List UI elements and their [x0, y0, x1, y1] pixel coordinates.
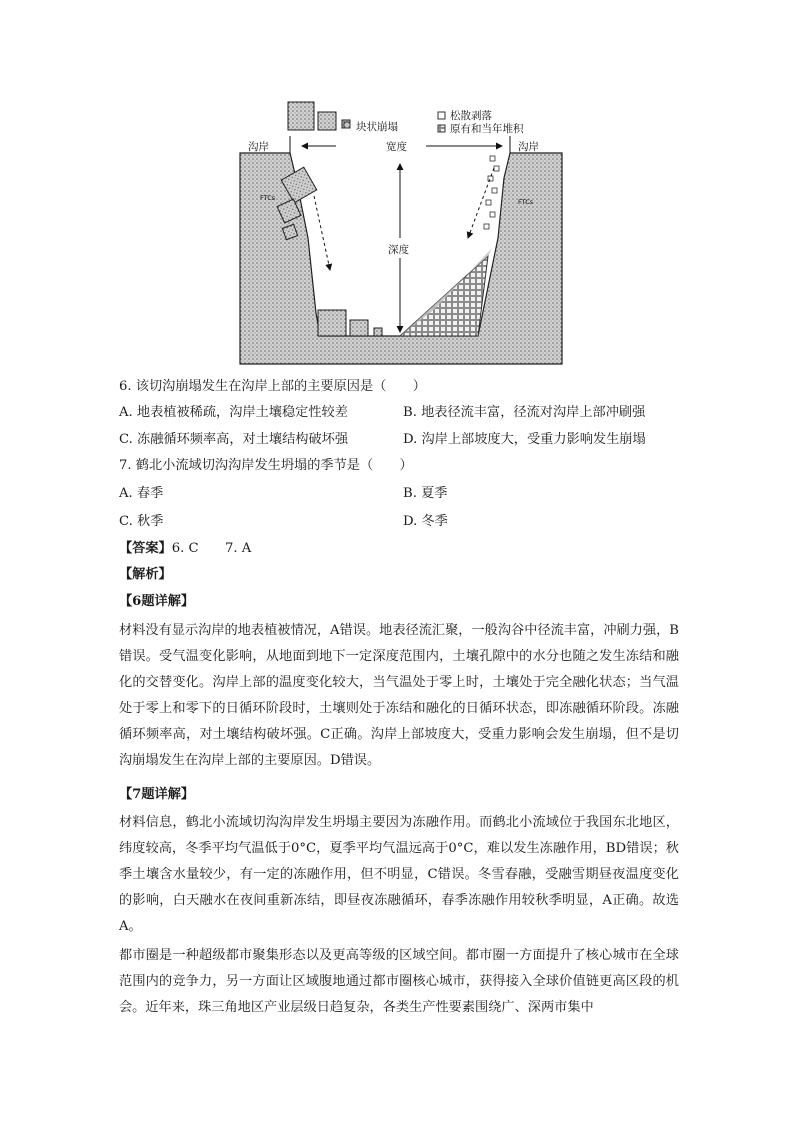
question-7-stem: 7. 鹤北小流域切沟沟岸发生坍塌的季节是（ ） — [119, 458, 413, 473]
label-bank-right: 沟岸 — [518, 141, 539, 153]
q6-detail-text — [119, 618, 679, 774]
label-loose-spall: 松散剥落 — [450, 110, 492, 122]
label-bank-left: 沟岸 — [248, 141, 269, 153]
q6-detail-paragraph: 材料没有显示沟岸的地表植被情况，A错误。地表径流汇聚，一般沟谷中径流丰富，冲刷力强，B错误。受气温变化影响，从地面到地下一定深度范围内，土壤孔隙中的水分也随之发生冻结和融化的交替变化。沟岸上部的温度变化较大，当气温处于零上时，土壤处于完全融化状态；当气温处于零上和零下的日循环阶段时，土壤则处于冻结和融化的日循环状态，即冻融循环阶段。冻融循环频率高，对土壤结构破坏强。C正确。沟岸上部坡度大，受重力影响会发生崩塌，但不是切沟崩塌发生在沟岸上部的主要原因。D错误。 — [119, 623, 679, 768]
gully-collapse-diagram — [236, 98, 566, 366]
q7-option-a: A. 春季 — [119, 486, 164, 501]
q7-detail-paragraph: 材料信息，鹤北小流域切沟沟岸发生坍塌主要因为冻融作用。而鹤北小流域位于我国东北地区，纬度较高，冬季平均气温低于0°C，夏季平均气温远高于0°C，难以发生冻融作用，BD错误；秋季土壤含水量较少，有一定的冻融作用，但不明显，C错误。冬雪春融，受融雪期昼夜温度变化的影响，白天融水在夜间重新冻结，即昼夜冻融循环，春季冻融作用较秋季明显，A正确。故选A。 — [119, 815, 679, 934]
answer-value: 6. C 7. A — [171, 541, 252, 556]
q6-option-b: B. 地表径流丰富，径流对沟岸上部冲刷强 — [403, 405, 646, 420]
q7-option-d: D. 冬季 — [403, 514, 448, 529]
next-material-text — [119, 943, 679, 1021]
answer-label: 【答案】 — [119, 541, 172, 556]
q7-detail-text — [119, 810, 679, 940]
q7-option-b: B. 夏季 — [403, 486, 448, 501]
q6-option-a: A. 地表植被稀疏，沟岸土壤稳定性较差 — [119, 405, 348, 420]
q6-detail-label: 【6题详解】 — [119, 594, 195, 609]
block-icon-2 — [318, 112, 336, 130]
label-ftcs-left: FTCs — [260, 194, 276, 202]
label-depth: 深度 — [388, 244, 409, 256]
label-ftcs-right: FTCs — [518, 198, 534, 206]
analysis-label: 【解析】 — [119, 567, 172, 582]
loose-spall-legend-icon — [438, 112, 445, 119]
q7-option-c: C. 秋季 — [119, 514, 164, 529]
label-deposit: 原有和当年堆积 — [450, 123, 524, 135]
label-block-collapse: 块状崩塌 — [356, 121, 398, 133]
q6-option-d: D. 沟岸上部坡度大，受重力影响发生崩塌 — [403, 432, 646, 447]
deposit-legend-icon — [438, 125, 445, 132]
answer-line — [119, 536, 679, 562]
q6-option-c: C. 冻融循环频率高，对土壤结构破坏强 — [119, 432, 349, 447]
next-material-paragraph: 都市圈是一种超级都市聚集形态以及更高等级的区域空间。都市圈一方面提升了核心城市在全球范围内的竞争力，另一方面让区域腹地通过都市圈核心城市，获得接入全球价值链更高区段的机会。近年来，珠三角地区产业层级日趋复杂，各类生产性要素围绕广、深两市集中 — [119, 948, 679, 1015]
block-icon-1 — [288, 102, 314, 130]
question-6-stem: 6. 该切沟崩塌发生在沟岸上部的主要原因是（ ） — [119, 379, 426, 394]
label-width: 宽度 — [386, 141, 407, 153]
q7-detail-label: 【7题详解】 — [119, 787, 195, 802]
